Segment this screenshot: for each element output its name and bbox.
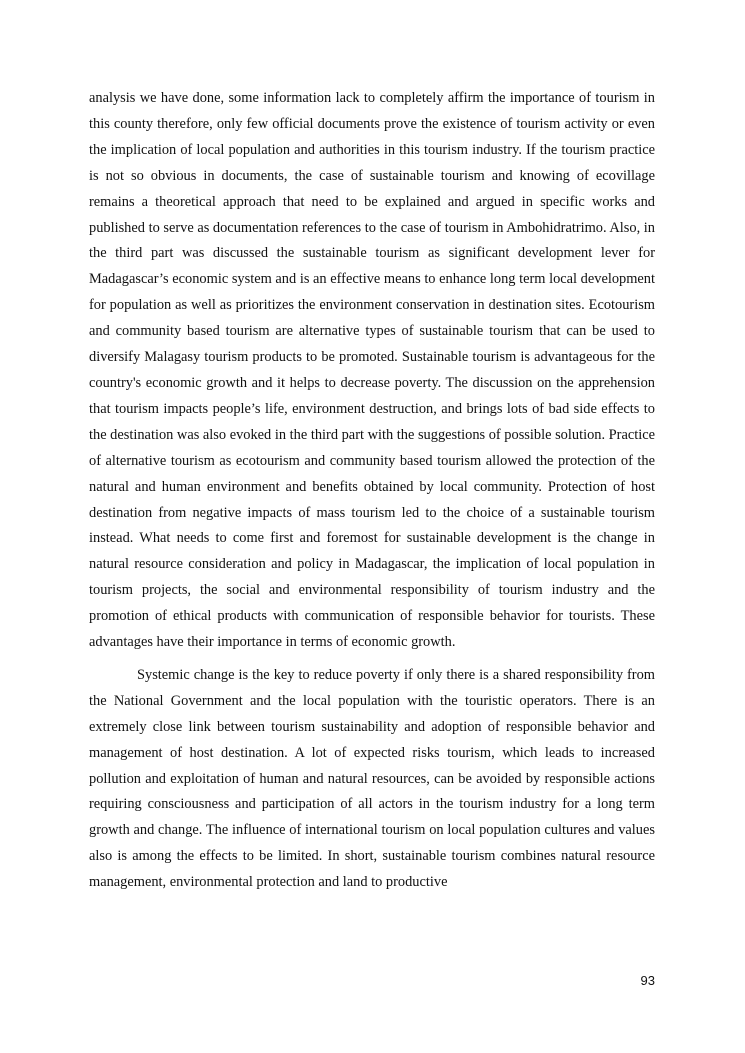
page-number: 93	[640, 973, 655, 988]
paragraph: analysis we have done, some information lack to completely affirm the importance of tourism in this county therefore, only few official documents prove the existence of tourism activity or even the implication of local population and authorities in this tourism industry. If the tourism practice is not so obvious in documents, the case of sustainable tourism and knowing of ecovillage remains a theoretical approach that need to be explained and argued in specific works and published to serve as documentation references to the case of tourism in Ambohidratrimo. Also, in the third part was discussed the sustainable tourism as significant development lever for Madagascar’s economic system and is an effective means to enhance long term local development for population as well as prioritizes the environment conservation in destination sites. Ecotourism and community based tourism are alternative types of sustainable tourism that can be used to diversify Malagasy tourism products to be promoted. Sustainable tourism is advantageous for the country's economic growth and it helps to decrease poverty. The discussion on the apprehension that tourism impacts people’s life, environment destruction, and brings lots of bad side effects to the destination was also evoked in the third part with the suggestions of possible solution. Practice of alternative tourism as ecotourism and community based tourism allowed the protection of the natural and human environment and benefits obtained by local community. Protection of host destination from negative impacts of mass tourism led to the choice of a sustainable tourism instead. What needs to come first and foremost for sustainable development is the change in natural resource consideration and policy in Madagascar, the implication of local population in tourism projects, the social and environmental responsibility of tourism industry and the promotion of ethical products with communication of responsible behavior for tourists. These advantages have their importance in terms of economic growth.	[89, 90, 655, 651]
body-text	[89, 86, 655, 896]
paragraph: Systemic change is the key to reduce poverty if only there is a shared responsibility from the National Government and the local population with the touristic operators. There is an extremely close link between tourism sustainability and adoption of responsible behavior and management of host destination. A lot of expected risks tourism, which leads to increased pollution and exploitation of human and natural resources, can be avoided by responsible actions requiring consciousness and participation of all actors in the tourism industry for a long term growth and change. The influence of international tourism on local population cultures and values also is among the effects to be limited. In short, sustainable tourism combines natural resource management, environmental protection and land to productive	[89, 666, 655, 891]
